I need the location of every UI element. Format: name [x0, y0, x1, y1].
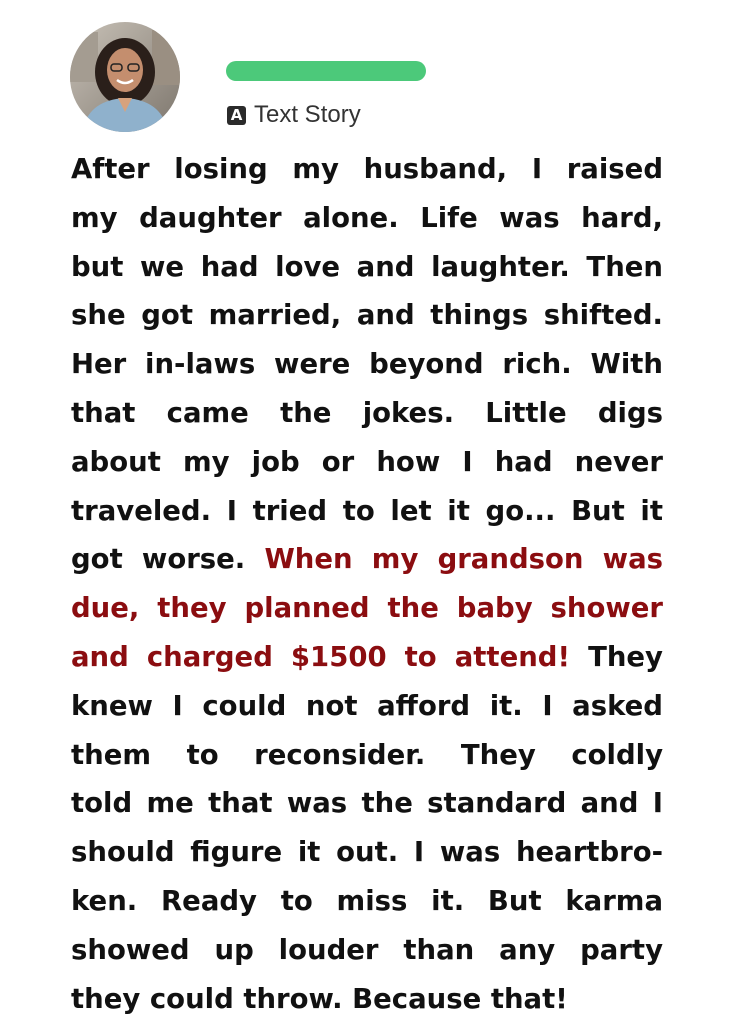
author-name-redaction [226, 61, 426, 81]
story-type-label [227, 100, 361, 130]
story-text: should figure it out. I was heartbro- [71, 836, 663, 869]
story-line [71, 779, 663, 828]
story-text: about my job or how I had never [71, 445, 663, 478]
avatar-photo [70, 22, 180, 132]
story-text: told me that was the standard and I [71, 787, 663, 820]
story-line [71, 291, 663, 340]
text-story-icon: A [227, 106, 246, 125]
avatar[interactable] [70, 22, 180, 132]
story-line [71, 145, 663, 194]
story-line [71, 926, 663, 975]
story-body [71, 145, 663, 1023]
story-text: traveled. I tried to let it go... But it [71, 494, 663, 527]
story-text: After losing my husband, I raised [71, 153, 663, 185]
story-line [71, 487, 663, 536]
story-text: got worse. [71, 543, 265, 576]
story-highlight-text: due, they planned the baby shower [71, 592, 663, 625]
story-text: ken. Ready to miss it. But karma [71, 884, 663, 917]
story-line [71, 584, 663, 633]
story-line [71, 877, 663, 926]
story-text: them to reconsider. They coldly [71, 738, 663, 771]
story-text: she got married, and things shifted. [71, 299, 663, 332]
story-text: knew I could not afford it. I asked [71, 689, 663, 722]
story-text: they could throw. Because that! [71, 982, 568, 1015]
story-line [71, 438, 663, 487]
story-line [71, 535, 663, 584]
story-highlight-text: and charged $1500 to attend! [71, 640, 571, 673]
story-text: They [570, 640, 663, 673]
story-text: my daughter alone. Life was hard, [71, 201, 663, 234]
story-line [71, 194, 663, 243]
story-type-text: Text Story [254, 101, 361, 128]
story-text: Her in-laws were beyond rich. With [71, 348, 663, 381]
story-line [71, 828, 663, 877]
story-line [71, 682, 663, 731]
story-line [71, 975, 663, 1024]
story-line [71, 340, 663, 389]
story-text: showed up louder than any party [71, 933, 663, 966]
story-line [71, 243, 663, 292]
story-line [71, 731, 663, 780]
post-header [0, 0, 733, 140]
story-line [71, 389, 663, 438]
story-text: but we had love and laughter. Then [71, 250, 663, 283]
story-line [71, 633, 663, 682]
story-highlight-text: When my grandson was [264, 543, 663, 576]
story-text: that came the jokes. Little digs [71, 396, 663, 429]
